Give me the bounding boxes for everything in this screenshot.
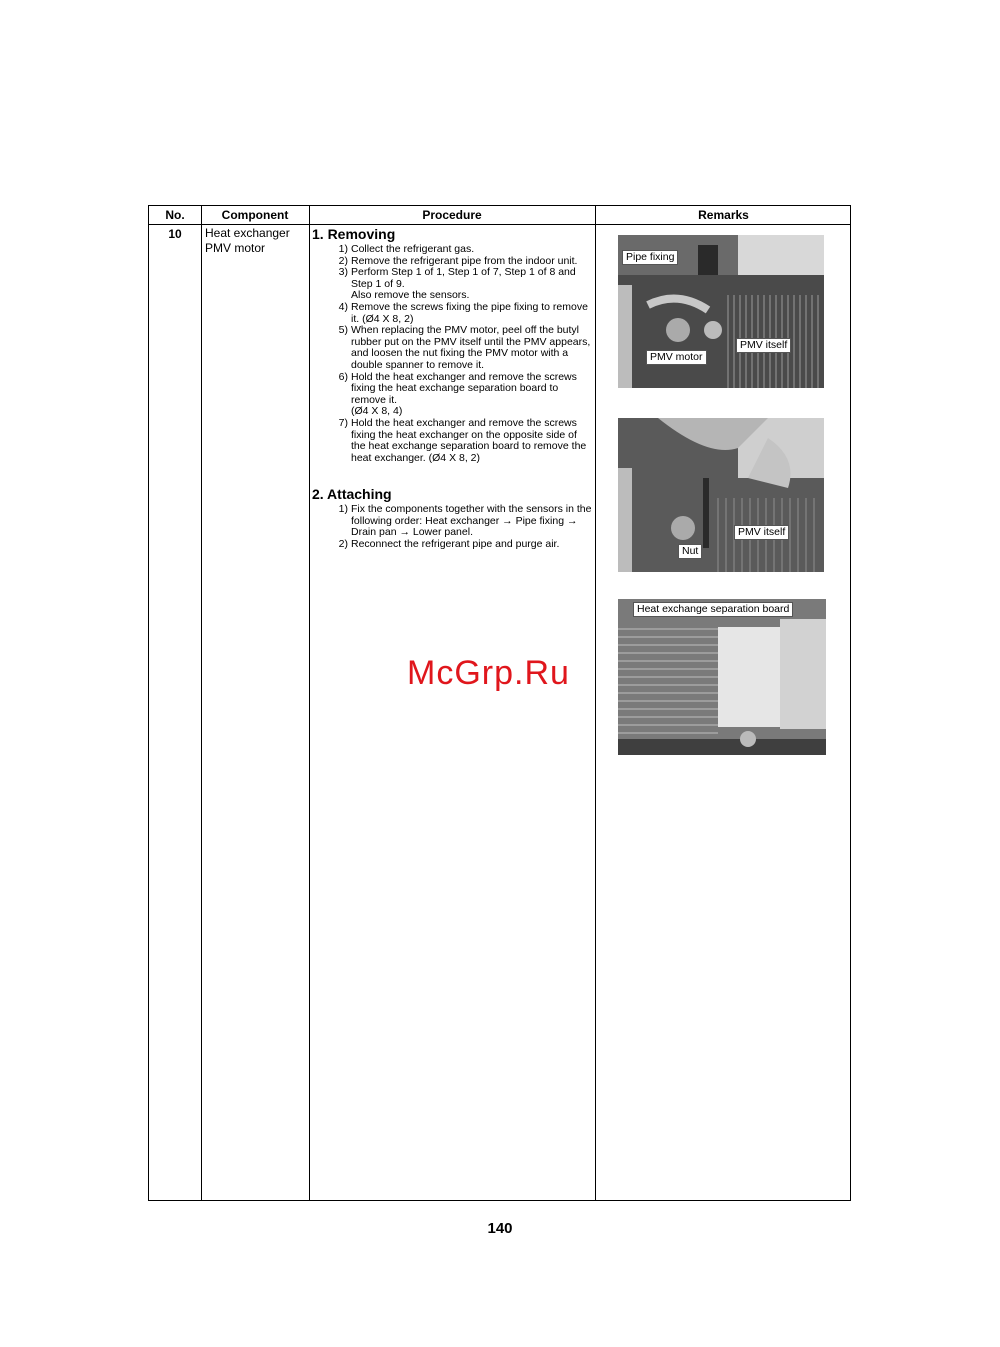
- step-text: Perform Step 1 of 1, Step 1 of 7, Step 1 of 8 and Step 1 of 9. Also remove the sensors.: [351, 266, 576, 302]
- step-number: 2): [338, 538, 348, 551]
- header-component: Component: [221, 208, 289, 222]
- procedure-step: [312, 244, 594, 256]
- step-number: 3): [338, 266, 348, 279]
- step-number: 2): [338, 254, 348, 267]
- label-nut: Nut: [678, 544, 702, 559]
- procedure-step: [312, 302, 594, 325]
- photo-pipe-fixing: [618, 235, 824, 388]
- photo-separation-board: [618, 599, 826, 755]
- column-divider: [309, 206, 310, 1200]
- step-text: When replacing the PMV motor, peel off the butyl rubber put on the PMV itself until the PMV appears, and loosen the nut fixing the PMV motor with a double spanner to remove it.: [351, 324, 591, 371]
- component-name: PMV motor: [205, 241, 266, 255]
- attaching-title: 2. Attaching: [312, 486, 392, 503]
- watermark: McGrp.Ru: [407, 654, 570, 692]
- photo-pmv-nut: [618, 418, 824, 572]
- label-pmv-itself: PMV itself: [736, 338, 791, 353]
- header-procedure: Procedure: [422, 208, 482, 222]
- step-number: 4): [338, 300, 348, 313]
- step-number: 6): [338, 370, 348, 383]
- step-text: Reconnect the refrigerant pipe and purge air.: [351, 538, 560, 551]
- column-divider: [595, 206, 596, 1200]
- step-number: 5): [338, 324, 348, 337]
- component-cell: [205, 226, 290, 256]
- step-text: Remove the refrigerant pipe from the indoor unit.: [351, 254, 578, 267]
- procedure-step: [312, 372, 594, 418]
- label-heat-exchange-separation-board: Heat exchange separation board: [633, 602, 793, 617]
- photo-pmv-nut-image: [618, 418, 824, 572]
- step-text: Collect the refrigerant gas.: [351, 243, 475, 255]
- photo-separation-board-image: [618, 599, 826, 755]
- page-number: 140: [487, 1220, 513, 1237]
- procedure-step: [312, 418, 594, 464]
- removing-steps: [312, 244, 594, 464]
- label-pipe-fixing: Pipe fixing: [622, 250, 678, 265]
- component-name: Heat exchanger: [205, 226, 290, 240]
- step-number: 7): [338, 416, 348, 429]
- step-text: Hold the heat exchanger and remove the screws fixing the heat exchange separation board to remove it. (Ø4 X 8, 4): [351, 370, 577, 418]
- label-pmv-motor: PMV motor: [646, 350, 707, 365]
- row-number: 10: [168, 227, 182, 241]
- step-text: Remove the screws fixing the pipe fixing to remove it. (Ø4 X 8, 2): [351, 300, 588, 325]
- label-pmv-itself: PMV itself: [734, 525, 789, 540]
- step-text: Fix the components together with the sensors in the following order: Heat exchanger → Pipe fixing → Drain pan → Lower panel.: [351, 503, 592, 539]
- header-remarks: Remarks: [698, 208, 749, 222]
- procedure-step: [312, 504, 594, 539]
- step-number: 1): [338, 503, 348, 516]
- column-divider: [201, 206, 202, 1200]
- removing-title: 1. Removing: [312, 226, 396, 242]
- procedure-cell: [312, 226, 594, 551]
- procedure-step: [312, 267, 594, 302]
- procedure-step: [312, 325, 594, 371]
- step-number: 1): [338, 243, 348, 255]
- attaching-steps: [312, 504, 594, 550]
- procedure-step: [312, 539, 594, 551]
- step-text: Hold the heat exchanger and remove the screws fixing the heat exchanger on the opposite side of the heat exchange separation board to remove the heat exchanger. (Ø4 X 8, 2): [351, 416, 587, 464]
- header-no: No.: [165, 208, 185, 222]
